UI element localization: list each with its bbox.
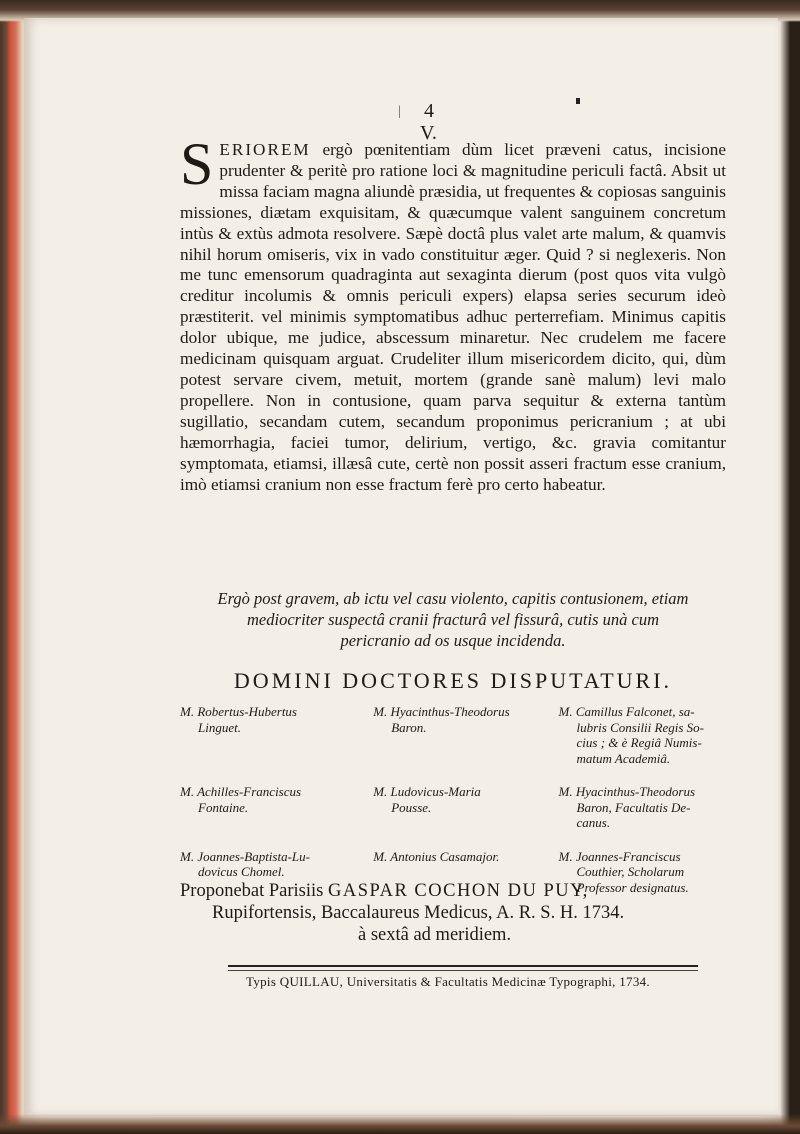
book-bottom-edge (0, 1114, 800, 1134)
printer-rule (228, 965, 698, 971)
doctor-entry: M. Ludovicus-Maria Pousse. (373, 784, 481, 815)
doctors-row (180, 784, 726, 831)
candidate-name: GASPAR COCHON DU PUY, (328, 881, 589, 901)
opening-caps: ERIOREM (219, 140, 311, 159)
thesis-statement (180, 588, 726, 651)
doctor-entry: M. Achilles-Franciscus Fontaine. (180, 784, 302, 815)
body-text: ergò pœnitentiam dùm licet præveni catus, incisione prudenter & peritè pro ratione loci & magnitudine periculi factâ. Absit ut missa faciam magna aliundè præsidia, ut frequentes & copiosas sanguinis missiones, diætam exquisitam, & quæcumque valent sanguinem concretum intùs & extùs admota resolvere. Sæpè doctâ plus valet arte malum, & quamvis nihil horum omiseris, vix in vado constituitur æger. Quid ? si neglexeris. Non me tunc emensorum quadraginta aut sexaginta dierum (post quos vita vulgò creditur incolumis & omnis periculi expers) elapsa series securum ideò præstiterit. vel minimis symptomatibus adhuc perterrefiam. Minimus capitis dolor ubique, me judice, abscessum minaretur. Nec crudelem me facere medicinam quisquam arguat. Crudeliter illum misericordem dicito, qui, dùm potest servare civem, metuit, mortem (grande sanè malum) levi malo propellere. Non in contusione, quam parva sequitur & externa tantùm sugillatio, secandam cutem, secandum proponimus pericranium ; at ubi hæmorrhagia, faciei tumor, delirium, vertigo, &c. gravia comitantur symptomata, etiamsi, illæsâ cute, certè non possit asseri fractum esse cranium, imò etiamsi cranium non esse fractum ferè pro certo habeatur. (180, 140, 727, 494)
marginal-mark: | (398, 104, 401, 119)
section-number: V. (420, 122, 437, 144)
printer-imprint: Typis QUILLAU, Universitatis & Facultatis Medicinæ Typographi, 1734. (246, 974, 650, 989)
doctors-row (180, 704, 726, 766)
drop-cap: S (180, 131, 214, 197)
ink-dot (576, 98, 580, 104)
doctors-heading: DOMINI DOCTORES DISPUTATURI. (233, 668, 673, 693)
thesis-line-2: mediocriter suspectâ cranii fracturâ vel fissurâ, cutis unà cum (247, 610, 659, 629)
proponebat-prefix: Proponebat Parisiis (180, 881, 324, 901)
body-paragraph (180, 131, 727, 495)
candidate-details: Rupifortensis, Baccalaureus Medicus, A. R. S. H. 1734. (212, 903, 625, 923)
disputation-time: à sextâ ad meridiem. (358, 925, 512, 945)
doctor-entry: M. Antonius Casamajor. (373, 848, 500, 864)
doctor-entry: M. Robertus-Hubertus Linguet. (180, 704, 297, 735)
doctor-entry: M. Joannes-Baptista-Lu- dovicus Chomel. (180, 848, 310, 879)
doctor-entry: M. Camillus Falconet, sa- lubris Consilii Regis So- cius ; & è Regiâ Numis- matum Academiâ. (558, 704, 704, 766)
thesis-line-3: pericranio ad os usque incidenda. (340, 631, 566, 650)
thesis-line-1: Ergò post gravem, ab ictu vel casu violento, capitis contusionem, etiam (217, 589, 689, 608)
doctor-entry: M. Joannes-Franciscus Couthier, Scholarum Professor designatus. (558, 848, 689, 895)
doctor-entry: M. Hyacinthus-Theodorus Baron. (373, 704, 510, 735)
page-number: 4 (424, 100, 434, 122)
doctor-entry: M. Hyacinthus-Theodorus Baron, Facultatis De- canus. (558, 784, 696, 830)
proponebat-block (180, 880, 726, 946)
